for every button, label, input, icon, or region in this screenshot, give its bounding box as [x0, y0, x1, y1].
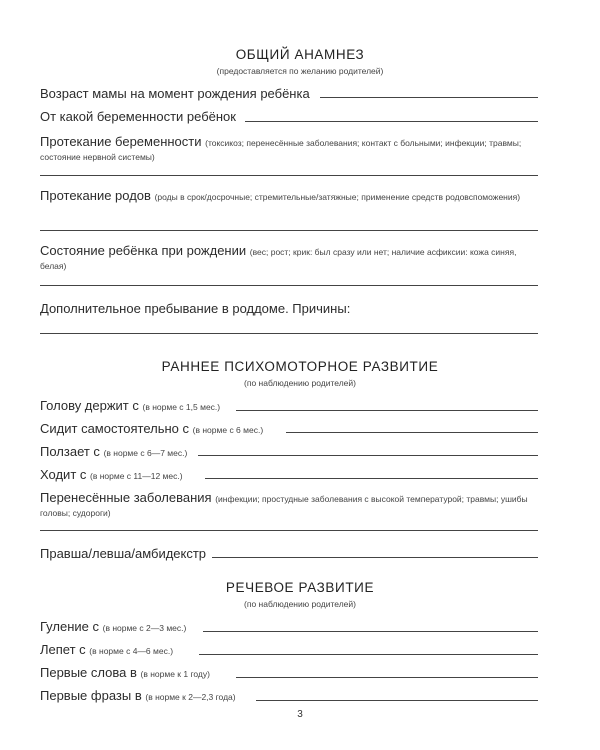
page-number: 3: [297, 709, 303, 720]
answer-line-cooing[interactable]: [203, 631, 538, 632]
field-hint: (в норме с 2—3 мес.): [102, 623, 187, 633]
field-text: [40, 619, 186, 636]
field-label: Лепет с: [40, 642, 86, 657]
field-text: [40, 444, 187, 461]
answer-line-head-hold[interactable]: [236, 410, 538, 411]
field-hint: (в норме к 2—2,3 года): [145, 692, 236, 702]
field-paragraph: [40, 135, 540, 163]
field-text: [40, 665, 210, 682]
field-text: [40, 467, 183, 484]
answer-line-illnesses[interactable]: [40, 530, 538, 531]
field-label: Правша/левша/амбидекстр: [40, 546, 207, 561]
answer-line-birth-course[interactable]: [40, 230, 538, 231]
field-paragraph: [40, 491, 540, 519]
section-title-general-anamnesis: ОБЩИЙ АНАМНЕЗ: [235, 47, 365, 62]
field-label: Голову держит с: [40, 398, 139, 413]
section-title-speech-development: РЕЧЕВОЕ РАЗВИТИЕ: [225, 580, 375, 595]
answer-line-first-phrases[interactable]: [256, 700, 538, 701]
field-label: Ползает с: [40, 444, 100, 459]
field-label: Первые слова в: [40, 665, 137, 680]
answer-line-crawls[interactable]: [198, 455, 538, 456]
field-hint: (в норме с 11—12 мес.): [90, 471, 183, 481]
answer-line-sits[interactable]: [286, 432, 538, 433]
field-label: Сидит самостоятельно с: [40, 421, 190, 436]
field-hint: (в норме с 1,5 мес.): [142, 402, 221, 412]
field-label: Протекание беременности: [40, 134, 202, 149]
section-subtitle-early-psychomotor: (по наблюдению родителей): [244, 378, 356, 388]
answer-line-pregnancy-number[interactable]: [245, 121, 538, 122]
field-text: [40, 398, 220, 415]
field-hint: (в норме с 6—7 мес.): [103, 448, 188, 458]
field-hint: (инфекции; простудные заболевания с высокой температурой; травмы; ушибы головы; судороги): [40, 494, 528, 518]
section-title-early-psychomotor: РАННЕЕ ПСИХОМОТОРНОЕ РАЗВИТИЕ: [161, 359, 439, 374]
field-hint: (роды в срок/досрочные; стремительные/затяжные; применение средств родовспоможения): [154, 192, 521, 202]
section-subtitle-speech-development: (по наблюдению родителей): [244, 599, 356, 609]
field-hint: (токсикоз; перенесённые заболевания; контакт с больными; инфекции; травмы; состояние нервной системы): [40, 138, 522, 162]
answer-line-maternity-stay[interactable]: [40, 333, 538, 334]
answer-line-newborn-state[interactable]: [40, 285, 538, 286]
field-paragraph: [40, 244, 540, 272]
field-label: Протекание родов: [40, 188, 151, 203]
field-label: Гуление с: [40, 619, 99, 634]
answer-line-walks[interactable]: [205, 478, 538, 479]
field-label: Возраст мамы на момент рождения ребёнка: [40, 86, 310, 101]
field-paragraph: [40, 189, 540, 203]
answer-line-pregnancy-course[interactable]: [40, 175, 538, 176]
field-text: [40, 688, 236, 705]
answer-line-first-words[interactable]: [236, 677, 538, 678]
field-text: [40, 642, 173, 659]
field-label: Состояние ребёнка при рождении: [40, 243, 247, 258]
section-subtitle-general-anamnesis: (предоставляется по желанию родителей): [216, 66, 384, 76]
field-label: Перенесённые заболевания: [40, 490, 212, 505]
field-label: Ходит с: [40, 467, 87, 482]
answer-line-babbling[interactable]: [199, 654, 538, 655]
answer-line-mother-age[interactable]: [320, 97, 538, 98]
field-hint: (в норме к 1 году): [140, 669, 210, 679]
field-hint: (в норме с 4—6 мес.): [89, 646, 174, 656]
field-label: Дополнительное пребывание в роддоме. Причины:: [40, 301, 351, 316]
answer-line-handedness[interactable]: [212, 557, 538, 558]
field-text: [40, 421, 263, 438]
field-hint: (вес; рост; крик: был сразу или нет; наличие асфиксии: кожа синяя, белая): [40, 247, 517, 271]
field-label: Первые фразы в: [40, 688, 142, 703]
field-hint: (в норме с 6 мес.): [192, 425, 264, 435]
field-label: От какой беременности ребёнок: [40, 109, 236, 124]
